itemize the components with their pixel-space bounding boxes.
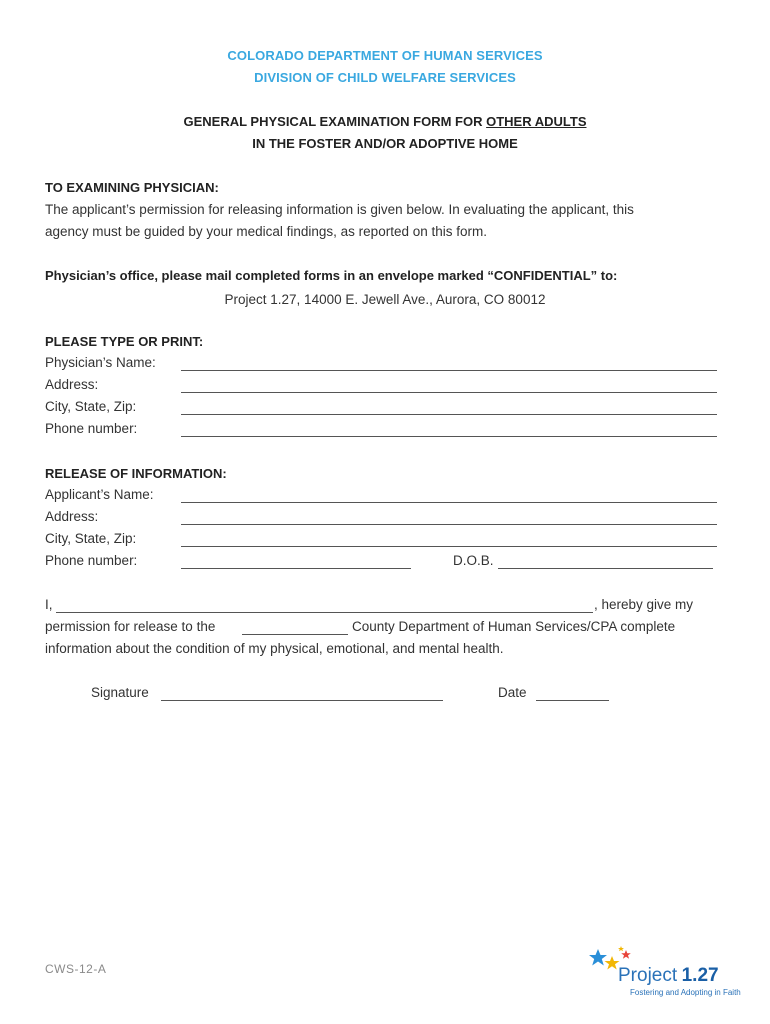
applicant-city-label: City, State, Zip:	[45, 531, 137, 546]
physician-city-label: City, State, Zip:	[45, 399, 137, 414]
applicant-phone-field[interactable]	[181, 568, 411, 569]
date-label: Date	[498, 685, 527, 700]
form-title-part1: GENERAL PHYSICAL EXAMINATION FORM FOR	[183, 114, 487, 129]
physician-name-field[interactable]	[181, 370, 717, 371]
form-code: CWS-12-A	[45, 962, 107, 976]
department-name: COLORADO DEPARTMENT OF HUMAN SERVICES	[227, 48, 543, 63]
signature-label: Signature	[91, 685, 149, 700]
consent-line3: information about the condition of my physical, emotional, and mental health.	[45, 641, 504, 656]
physician-name-label: Physician’s Name:	[45, 355, 156, 370]
date-field[interactable]	[536, 700, 609, 701]
applicant-city-field[interactable]	[181, 546, 717, 547]
county-field[interactable]	[242, 634, 348, 635]
form-title	[0, 114, 770, 129]
applicant-address-field[interactable]	[181, 524, 717, 525]
applicant-name-label: Applicant’s Name:	[45, 487, 154, 502]
applicant-address-label: Address:	[45, 509, 99, 524]
applicant-phone-label: Phone number:	[45, 553, 138, 568]
physician-address-label: Address:	[45, 377, 99, 392]
signature-field[interactable]	[161, 700, 443, 701]
consent-suffix: , hereby give my	[594, 597, 694, 612]
form-title-underlined: OTHER ADULTS	[486, 114, 587, 129]
dob-field[interactable]	[498, 568, 713, 569]
physician-notice-line2: agency must be guided by your medical findings, as reported on this form.	[45, 224, 487, 239]
physician-section-heading: PLEASE TYPE OR PRINT:	[45, 334, 204, 349]
division-name: DIVISION OF CHILD WELFARE SERVICES	[254, 70, 516, 85]
consent-line2-part1: permission for release to the	[45, 619, 216, 634]
release-section-heading: RELEASE OF INFORMATION:	[45, 466, 227, 481]
consent-line2-part2: County Department of Human Services/CPA complete	[352, 619, 676, 634]
physician-phone-field[interactable]	[181, 436, 717, 437]
physician-phone-label: Phone number:	[45, 421, 138, 436]
logo-number: 1.27	[681, 965, 719, 986]
physician-address-field[interactable]	[181, 392, 717, 393]
mail-instruction: Physician’s office, please mail completed forms in an envelope marked “CONFIDENTIAL” to:	[45, 268, 618, 283]
dob-label: D.O.B.	[453, 553, 494, 568]
applicant-name-field[interactable]	[181, 502, 717, 503]
logo-word: Project	[618, 965, 678, 986]
consent-name-field[interactable]	[56, 612, 593, 613]
logo-tagline: Fostering and Adopting in Faith	[630, 988, 741, 997]
project-127-logo	[588, 945, 741, 1001]
physician-notice-line1: The applicant’s permission for releasing information is given below. In evaluating the applicant, this	[45, 202, 634, 217]
physician-city-field[interactable]	[181, 414, 717, 415]
physician-notice-heading: TO EXAMINING PHYSICIAN:	[45, 180, 219, 195]
form-subtitle: IN THE FOSTER AND/OR ADOPTIVE HOME	[252, 136, 518, 151]
logo-wordmark	[618, 965, 719, 987]
consent-prefix: I,	[45, 597, 53, 612]
mail-address: Project 1.27, 14000 E. Jewell Ave., Aurora, CO 80012	[224, 292, 546, 307]
